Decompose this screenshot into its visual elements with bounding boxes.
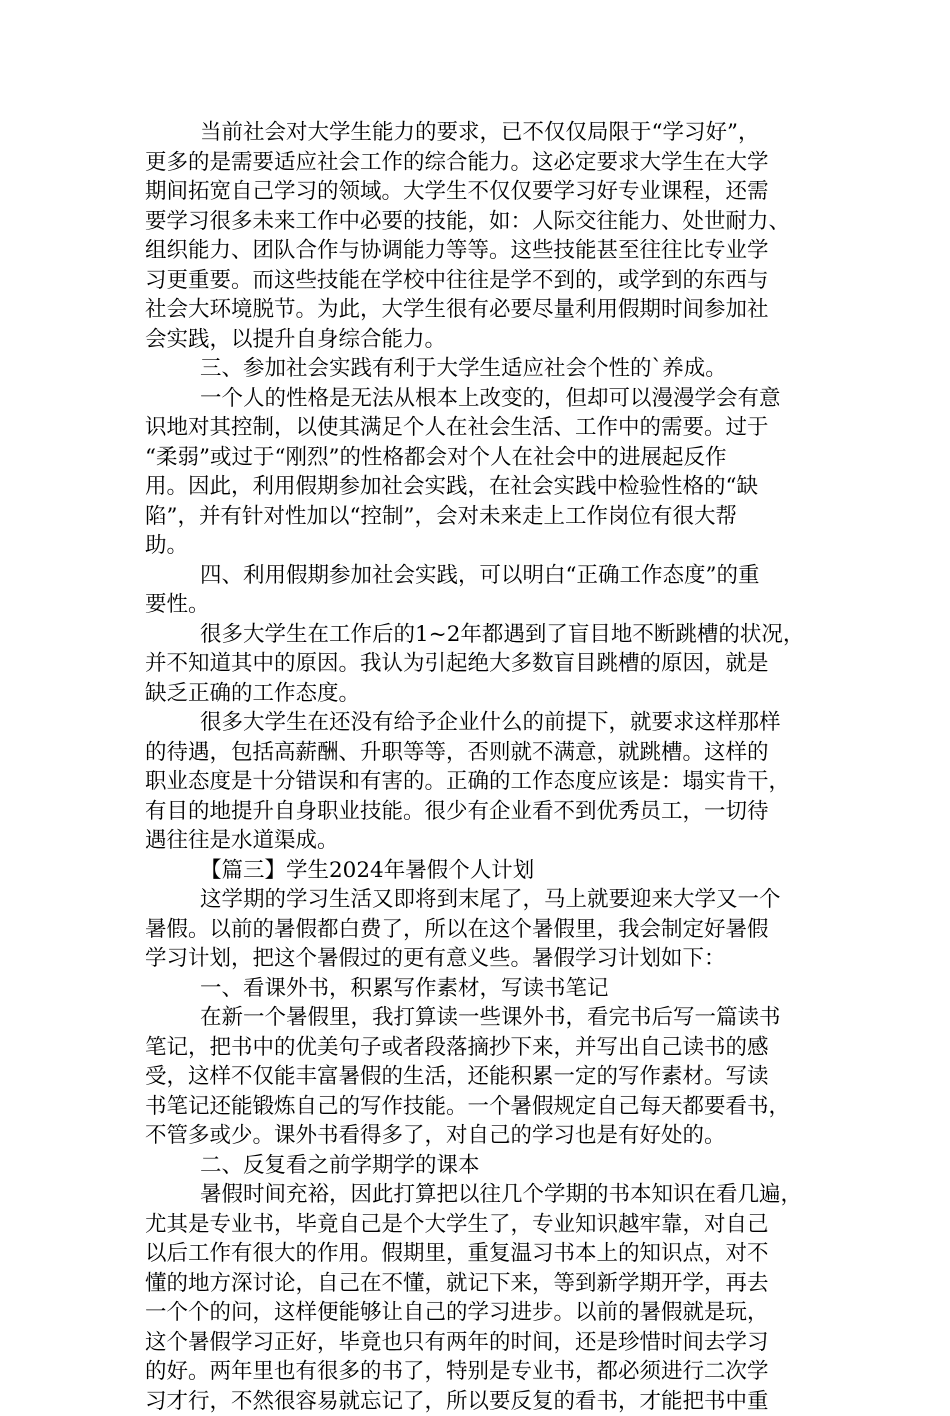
- text-line: 习才行，不然很容易就忘记了，所以要反复的看书，才能把书中重: [145, 1387, 805, 1416]
- text-line: 要学习很多未来工作中必要的技能，如：人际交往能力、处世耐力、: [145, 207, 805, 237]
- text-line: 不管多或少。课外书看得多了，对自己的学习也是有好处的。: [145, 1121, 805, 1151]
- text-line: 遇往往是水道渠成。: [145, 826, 805, 856]
- text-line: 这学期的学习生活又即将到末尾了，马上就要迎来大学又一个: [145, 885, 805, 915]
- text-line: 职业态度是十分错误和有害的。正确的工作态度应该是：塌实肯干，: [145, 767, 805, 797]
- text-line: 用。因此，利用假期参加社会实践，在社会实践中检验性格的“缺: [145, 472, 805, 502]
- text-line: 以后工作有很大的作用。假期里，重复温习书本上的知识点，对不: [145, 1239, 805, 1269]
- text-line: 社会大环境脱节。为此，大学生很有必要尽量利用假期时间参加社: [145, 295, 805, 325]
- text-line: 暑假。以前的暑假都白费了，所以在这个暑假里，我会制定好暑假: [145, 915, 805, 945]
- text-line: 有目的地提升自身职业技能。很少有企业看不到优秀员工，一切待: [145, 797, 805, 827]
- text-line: 助。: [145, 531, 805, 561]
- text-line: 并不知道其中的原因。我认为引起绝大多数盲目跳槽的原因，就是: [145, 649, 805, 679]
- text-line: 暑假时间充裕，因此打算把以往几个学期的书本知识在看几遍，: [145, 1180, 805, 1210]
- text-line: 组织能力、团队合作与协调能力等等。这些技能甚至往往比专业学: [145, 236, 805, 266]
- text-line: 这个暑假学习正好，毕竟也只有两年的时间，还是珍惜时间去学习: [145, 1328, 805, 1358]
- text-line: 四、利用假期参加社会实践，可以明白“正确工作态度”的重: [145, 561, 805, 591]
- text-line: 受，这样不仅能丰富暑假的生活，还能积累一定的写作素材。写读: [145, 1062, 805, 1092]
- text-line: 更多的是需要适应社会工作的综合能力。这必定要求大学生在大学: [145, 148, 805, 178]
- text-line: 【篇三】学生2024年暑假个人计划: [145, 856, 805, 886]
- text-line: 识地对其控制，以使其满足个人在社会生活、工作中的需要。过于: [145, 413, 805, 443]
- text-line: 习更重要。而这些技能在学校中往往是学不到的，或学到的东西与: [145, 266, 805, 296]
- text-line: 要性。: [145, 590, 805, 620]
- document-body: [145, 118, 805, 1416]
- text-line: 懂的地方深讨论，自己在不懂，就记下来，等到新学期开学，再去: [145, 1269, 805, 1299]
- text-line: 一个人的性格是无法从根本上改变的，但却可以漫漫学会有意: [145, 384, 805, 414]
- text-line: 学习计划，把这个暑假过的更有意义些。暑假学习计划如下：: [145, 944, 805, 974]
- text-line: 缺乏正确的工作态度。: [145, 679, 805, 709]
- text-line: 笔记，把书中的优美句子或者段落摘抄下来，并写出自己读书的感: [145, 1033, 805, 1063]
- text-line: 一个个的问，这样便能够让自己的学习进步。以前的暑假就是玩，: [145, 1298, 805, 1328]
- text-line: 二、反复看之前学期学的课本: [145, 1151, 805, 1181]
- text-line: 的好。两年里也有很多的书了，特别是专业书，都必须进行二次学: [145, 1357, 805, 1387]
- text-line: 会实践，以提升自身综合能力。: [145, 325, 805, 355]
- text-line: 期间拓宽自己学习的领域。大学生不仅仅要学习好专业课程，还需: [145, 177, 805, 207]
- text-line: 三、参加社会实践有利于大学生适应社会个性的`养成。: [145, 354, 805, 384]
- text-line: 尤其是专业书，毕竟自己是个大学生了，专业知识越牢靠，对自己: [145, 1210, 805, 1240]
- text-line: “柔弱”或过于“刚烈”的性格都会对个人在社会中的进展起反作: [145, 443, 805, 473]
- text-line: 很多大学生在还没有给予企业什么的前提下，就要求这样那样: [145, 708, 805, 738]
- text-line: 一、看课外书，积累写作素材，写读书笔记: [145, 974, 805, 1004]
- text-line: 当前社会对大学生能力的要求，已不仅仅局限于“学习好”，: [145, 118, 805, 148]
- text-line: 很多大学生在工作后的1~2年都遇到了盲目地不断跳槽的状况，: [145, 620, 805, 650]
- text-line: 陷”，并有针对性加以“控制”，会对未来走上工作岗位有很大帮: [145, 502, 805, 532]
- text-line: 在新一个暑假里，我打算读一些课外书，看完书后写一篇读书: [145, 1003, 805, 1033]
- text-line: 的待遇，包括高薪酬、升职等等，否则就不满意，就跳槽。这样的: [145, 738, 805, 768]
- text-line: 书笔记还能锻炼自己的写作技能。一个暑假规定自己每天都要看书，: [145, 1092, 805, 1122]
